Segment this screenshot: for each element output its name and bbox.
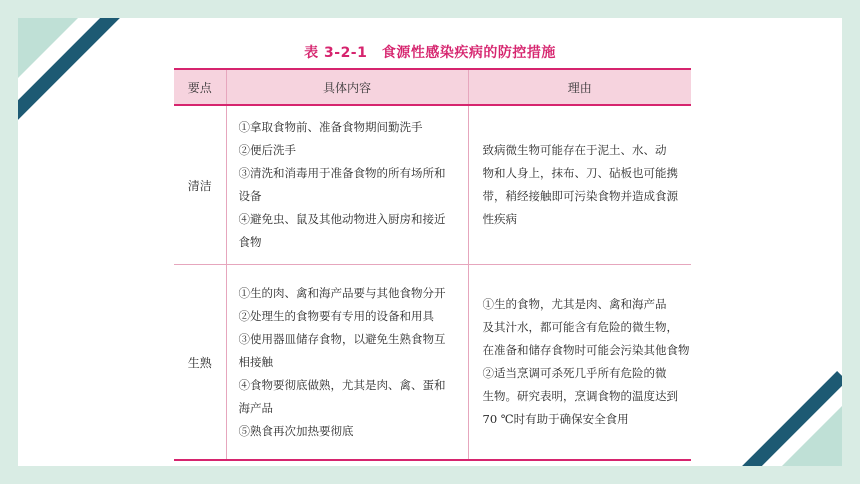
reason-line: 生物。研究表明，烹调食物的温度达到 — [482, 389, 678, 403]
reason-line: 性疾病 — [482, 212, 517, 226]
prevention-table — [174, 68, 691, 461]
table-row — [174, 105, 691, 265]
table-row — [174, 265, 691, 461]
content-line: ①拿取食物前、准备食物期间勤洗手 — [238, 120, 423, 134]
content-line: 海产品 — [238, 400, 273, 415]
row-reason — [468, 265, 691, 461]
content-line: ⑤熟食再次加热要彻底 — [238, 423, 354, 438]
content-line: 相接触 — [238, 354, 273, 369]
reason-line: 致病微生物可能存在于泥土、水、动 — [482, 143, 667, 157]
content-line: ②便后洗手 — [238, 143, 296, 157]
content-line: 设备 — [238, 189, 262, 203]
content-line: ③清洗和消毒用于准备食物的所有场所和 — [238, 166, 446, 180]
content-line: ④避免虫、鼠及其他动物进入厨房和接近 — [238, 212, 446, 226]
row-content — [226, 265, 468, 461]
content-line: ④食物要彻底做熟，尤其是肉、禽、蛋和 — [238, 377, 446, 392]
content-line: ③使用器皿储存食物，以避免生熟食物互 — [238, 331, 446, 346]
row-reason — [468, 105, 691, 265]
header-reason: 理由 — [468, 69, 691, 105]
row-key: 清洁 — [174, 105, 226, 265]
reason-line: 及其汁水，都可能含有危险的微生物， — [482, 320, 678, 334]
content-line: ①生的肉、禽和海产品要与其他食物分开 — [238, 285, 446, 300]
reason-line: ①生的食物，尤其是肉、禽和海产品 — [482, 297, 667, 311]
table-header-row — [174, 69, 691, 105]
table-title: 表 3-2-1 食源性感染疾病的防控措施 — [304, 45, 556, 61]
reason-line: 物和人身上，抹布、刀、砧板也可能携 — [482, 166, 678, 180]
header-content: 具体内容 — [226, 69, 468, 105]
reason-line: ②适当烹调可杀死几乎所有危险的微 — [482, 366, 667, 380]
reason-line: 带，稍经接触即可污染食物并造成食源 — [482, 189, 678, 203]
row-content — [226, 105, 468, 265]
reason-line: 在准备和储存食物时可能会污染其他食物 — [482, 343, 690, 357]
reason-line: 70 ℃时有助于确保安全食用 — [482, 412, 629, 426]
content-line: ②处理生的食物要有专用的设备和用具 — [238, 308, 434, 323]
row-key: 生熟 — [174, 265, 226, 461]
content-line: 食物 — [238, 235, 262, 249]
header-key: 要点 — [174, 69, 226, 105]
